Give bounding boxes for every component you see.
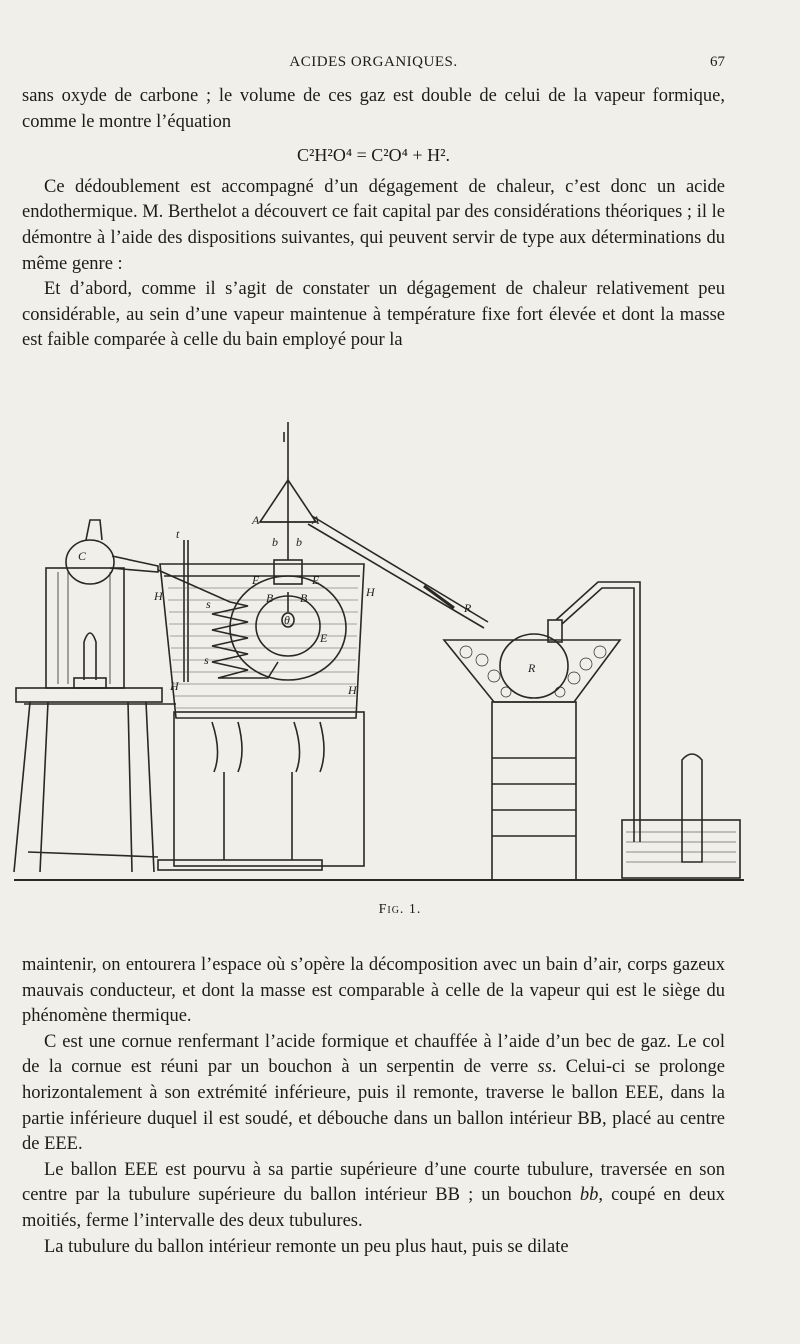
label-bb2: B: [300, 591, 308, 605]
label-s1: s: [206, 597, 211, 611]
equation-rhs: C²O⁴ + H².: [371, 145, 450, 166]
label-h3: H: [170, 679, 179, 693]
text-block-bottom: [22, 953, 725, 1260]
paragraph-6-post: , coupé en deux moitiés, ferme l’intervalle des deux tubulures.: [22, 1185, 725, 1231]
flask-r: [500, 582, 640, 842]
equation-lhs: C²H²O⁴: [297, 145, 353, 166]
running-title: ACIDES ORGANIQUES.: [289, 54, 458, 70]
paragraph-5-ss: ss: [537, 1057, 552, 1078]
label-a2: A: [312, 513, 320, 527]
delivery-tube: [308, 516, 488, 628]
equation: [22, 135, 725, 175]
page-number: 67: [710, 54, 725, 70]
stool: [14, 688, 162, 872]
lower-furnace: [24, 704, 364, 870]
water-bath: [160, 564, 364, 718]
label-theta: θ: [284, 613, 290, 627]
retort-furnace: [46, 568, 124, 688]
label-h1: H: [154, 589, 163, 603]
label-s2: s: [204, 653, 209, 667]
paragraph-4: maintenir, on entourera l’espace où s’opère la décomposition avec un bain d’air, corps gazeux mauvais conducteur, et dont la masse est comparable à celle de la vapeur qui est le siège du phénomène thermique.: [22, 955, 725, 1027]
label-b2: b: [296, 535, 302, 549]
paragraph-2: Ce dédoublement est accompagné d’un dégagement de chaleur, c’est donc un acide endothermique. M. Berthelot a découvert ce fait capital par des considérations théoriques ; il le démontre à l’aide des dispositions suivantes, qui peuvent servir de type aux déterminations du même genre :: [22, 176, 725, 274]
paragraph-6-bb: bb: [579, 1185, 599, 1206]
label-e1: E: [252, 573, 260, 587]
paragraph-6: [22, 1158, 725, 1235]
paragraph-5-post: . Celui-ci se prolonge horizontalement à son extrémité inférieure, puis il remonte, traverse le ballon EEE, dans la partie inférieure duquel il est soudé, et débouche dans un ballon intérieur BB, placé au centre de EEE.: [22, 1057, 725, 1155]
figure-caption: Fig. 1.: [378, 902, 422, 917]
label-h4: H: [348, 683, 357, 697]
label-h2: H: [366, 585, 375, 599]
label-e3: E: [320, 631, 328, 645]
paragraph-3: Et d’abord, comme il s’agit de constater un dégagement de chaleur relativement peu considérable, au sein d’une vapeur maintenue à température fixe fort élevée et dont la masse est faible comparée à celle du bain employé pour la: [22, 279, 725, 351]
top-funnel: [260, 422, 316, 560]
label-t: t: [176, 527, 180, 541]
equation-equals: =: [352, 145, 372, 166]
flask-stand: [492, 702, 576, 880]
label-e2: E: [312, 573, 320, 587]
label-b1: b: [272, 535, 278, 549]
running-head: [22, 54, 725, 78]
paragraph-5-pre: C est une cornue renfermant l’acide formique et chauffée à l’aide d’un bec de gaz. Le col de la cornue est réuni par un bouchon à un serpentin de verre: [22, 1031, 725, 1078]
paragraph-6-pre: Le ballon EEE est pourvu à sa partie supérieure d’une courte tubulure, traversée en son centre par la tubulure supérieure du ballon intérieur BB ; un bouchon: [22, 1159, 725, 1206]
label-c: C: [78, 549, 87, 563]
label-bb1: B: [266, 591, 274, 605]
apparatus-figure: [8, 412, 752, 902]
text-block-top: [22, 84, 725, 354]
label-r1: R: [464, 601, 472, 615]
label-r2: R: [528, 661, 536, 675]
paragraph-7: La tubulure du ballon intérieur remonte un peu plus haut, puis se dilate: [44, 1236, 569, 1257]
paragraph-5: [22, 1030, 725, 1158]
label-a1: A: [252, 513, 260, 527]
paragraph-1: sans oxyde de carbone ; le volume de ces gaz est double de celui de la vapeur formique, comme le montre l’équation: [22, 86, 725, 132]
